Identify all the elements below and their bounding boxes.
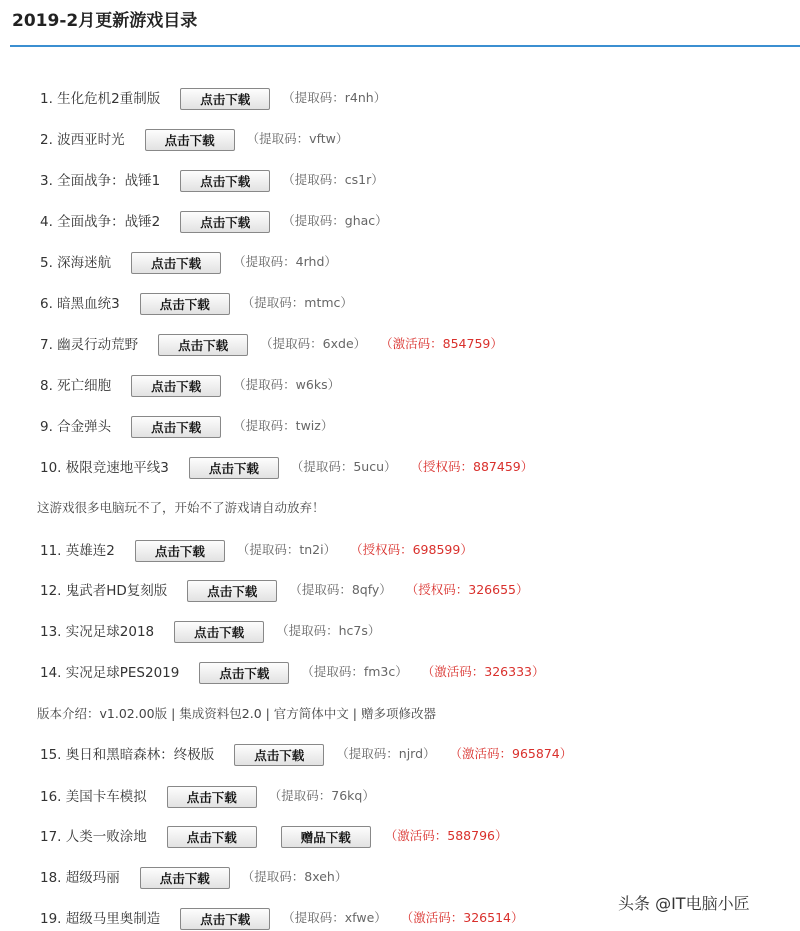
download-button[interactable]: 点击下载	[145, 129, 235, 151]
extract-code: （提取码：hc7s）	[276, 623, 381, 638]
game-title: 16. 美国卡车模拟	[40, 789, 147, 805]
title-divider	[10, 45, 800, 47]
extract-code: （提取码：xfwe）	[282, 910, 387, 925]
game-title: 7. 幽灵行动荒野	[40, 337, 139, 353]
download-button[interactable]: 点击下载	[140, 867, 230, 889]
extract-code: （提取码：8qfy）	[289, 582, 392, 597]
list-item	[40, 207, 388, 233]
download-button[interactable]: 点击下载	[180, 88, 270, 110]
game-title: 18. 超级玛丽	[40, 870, 120, 886]
download-button[interactable]: 点击下载	[158, 334, 248, 356]
game-title: 13. 实况足球2018	[40, 624, 155, 640]
game-title: 19. 超级马里奥制造	[40, 911, 161, 927]
game-title: 10. 极限竞速地平线3	[40, 460, 169, 476]
game-title: 6. 暗黑血统3	[40, 296, 120, 312]
list-item	[40, 412, 333, 438]
game-title: 17. 人类一败涂地	[40, 829, 147, 845]
extract-code: （提取码：vftw）	[246, 131, 349, 146]
game-title: 4. 全面战争：战锤2	[40, 214, 161, 230]
extract-code: （提取码：r4nh）	[282, 90, 387, 105]
download-button[interactable]: 点击下载	[167, 826, 257, 848]
list-item	[40, 863, 347, 889]
download-button[interactable]: 点击下载	[131, 252, 221, 274]
gift-download-button[interactable]: 赠品下载	[281, 826, 371, 848]
list-item	[40, 782, 375, 808]
license-code: （授权码：326655）	[405, 582, 529, 597]
list-item	[40, 822, 507, 848]
extract-code: （提取码：twiz）	[233, 418, 334, 433]
game-title: 3. 全面战争：战锤1	[40, 173, 161, 189]
list-item	[40, 453, 533, 479]
extract-code: （提取码：76kq）	[268, 788, 375, 803]
list-item	[40, 536, 473, 562]
extract-code: （提取码：8xeh）	[241, 869, 348, 884]
activation-code: （激活码：588796）	[384, 828, 508, 843]
extract-code: （提取码：mtmc）	[241, 295, 353, 310]
license-code: （授权码：698599）	[350, 542, 473, 557]
download-button[interactable]: 点击下载	[131, 375, 221, 397]
activation-code: （激活码：965874）	[449, 746, 573, 761]
activation-code: （激活码：326333）	[421, 664, 545, 679]
list-item	[40, 84, 386, 110]
game-title: 11. 英雄连2	[40, 543, 115, 559]
extract-code: （提取码：cs1r）	[282, 172, 384, 187]
game-title: 12. 鬼武者HD复刻版	[40, 583, 168, 599]
extract-code: （提取码：5ucu）	[290, 459, 397, 474]
download-button[interactable]: 点击下载	[189, 457, 279, 479]
game-title: 2. 波西亚时光	[40, 132, 125, 148]
download-button[interactable]: 点击下载	[199, 662, 289, 684]
download-button[interactable]: 点击下载	[234, 744, 324, 766]
compatibility-note: 这游戏很多电脑玩不了，开始不了游戏请自动放弃！	[37, 500, 325, 515]
download-button[interactable]: 点击下载	[174, 621, 264, 643]
download-button[interactable]: 点击下载	[180, 211, 270, 233]
extract-code: （提取码：tn2i）	[236, 542, 337, 557]
download-button[interactable]: 点击下载	[167, 786, 257, 808]
list-item	[40, 904, 523, 930]
extract-code: （提取码：fm3c）	[301, 664, 408, 679]
license-code: （授权码：887459）	[410, 459, 534, 474]
download-button[interactable]: 点击下载	[180, 170, 270, 192]
extract-code: （提取码：6xde）	[260, 336, 367, 351]
download-button[interactable]: 点击下载	[131, 416, 221, 438]
list-item	[40, 330, 503, 356]
download-button[interactable]: 点击下载	[140, 293, 230, 315]
list-item	[40, 740, 572, 766]
game-title: 9. 合金弹头	[40, 419, 112, 435]
game-title: 15. 奥日和黑暗森林：终极版	[40, 747, 215, 763]
download-button[interactable]: 点击下载	[180, 908, 270, 930]
download-button[interactable]: 点击下载	[135, 540, 225, 562]
page-title: 2019-2月更新游戏目录	[12, 11, 198, 31]
version-note: 版本介绍：v1.02.00版 | 集成资料包2.0 | 官方简体中文 | 赠多项修改器	[37, 706, 436, 721]
download-button[interactable]: 点击下载	[187, 580, 277, 602]
extract-code: （提取码：w6ks）	[233, 377, 341, 392]
activation-code: （激活码：854759）	[380, 336, 503, 351]
source-watermark: 头条 @IT电脑小匠	[618, 894, 750, 913]
list-item	[40, 166, 384, 192]
extract-code: （提取码：ghac）	[282, 213, 388, 228]
extract-code: （提取码：4rhd）	[233, 254, 337, 269]
list-item	[40, 371, 340, 397]
extract-code: （提取码：njrd）	[336, 746, 436, 761]
list-item	[40, 617, 380, 643]
list-item	[40, 289, 353, 315]
list-item	[40, 125, 348, 151]
list-item	[40, 576, 529, 602]
list-item	[40, 658, 544, 684]
game-title: 14. 实况足球PES2019	[40, 665, 180, 681]
game-title: 1. 生化危机2重制版	[40, 91, 161, 107]
activation-code: （激活码：326514）	[400, 910, 524, 925]
game-title: 5. 深海迷航	[40, 255, 112, 271]
list-item	[40, 248, 337, 274]
game-title: 8. 死亡细胞	[40, 378, 112, 394]
